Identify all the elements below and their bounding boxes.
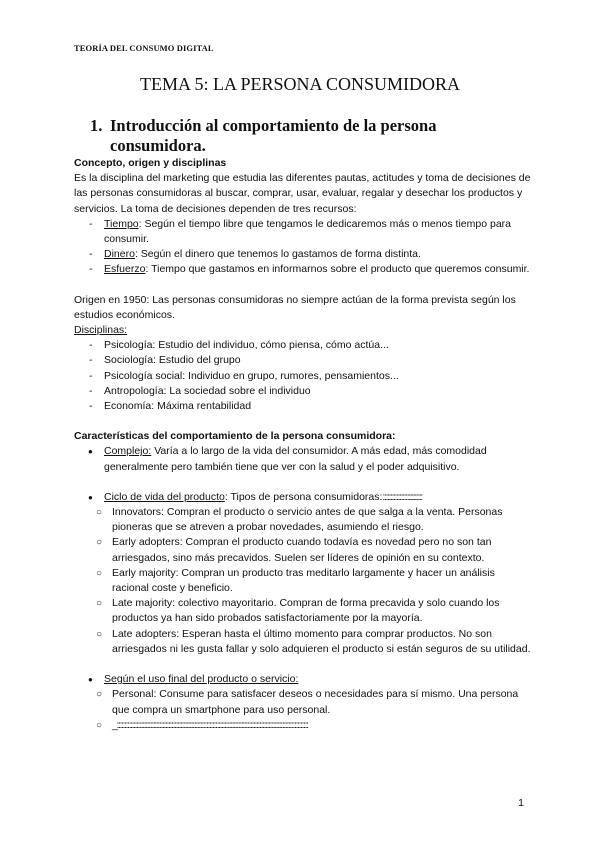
term: Dinero: [104, 248, 135, 261]
item-text: : Tipos de persona consumidoras:: [224, 490, 383, 503]
list-item: ○ Innovators: Compran el producto o servicio antes de que salga a la venta. Personas pioneras que se atreven a probar novedades, asumiendo el riesgo.: [96, 506, 503, 534]
list-item: ○ Early adopters: Compran el producto cuando todavía es novedad pero no son tan arriesgados, sino más precavidos. Suelen ser líderes de opinión en su contexto.: [96, 536, 492, 564]
characteristics-list: [74, 444, 534, 732]
term: Complejo:: [104, 445, 152, 458]
page-number: 1: [518, 797, 524, 809]
item-text: : Tiempo que gastamos en informarnos sobre el producto que queremos consumir.: [145, 263, 530, 276]
dots: ::::::::::::::::::::::::::: [382, 490, 422, 503]
section-number: 1.: [90, 116, 103, 135]
origin-paragraph: Origen en 1950: Las personas consumidoras no siempre actúan de la forma prevista según los estudios económicos.: [74, 293, 516, 321]
list-item: [74, 262, 534, 277]
term: Según el uso final del producto o servicio:: [104, 673, 299, 686]
list-item: [74, 490, 534, 657]
concept-heading: Concepto, origen y disciplinas: [74, 157, 227, 169]
disciplines-list: [74, 338, 534, 414]
list-item: ○ Late majority: colectivo mayoritario. Compran de forma precavida y solo cuando los productos ya han sido probados satisfactoriamente por la mayoría.: [96, 597, 500, 625]
list-item: [74, 217, 534, 247]
item-text: : Según el dinero que tenemos lo gastamos de forma distinta.: [134, 248, 421, 261]
bullet-icon: ●: [88, 675, 93, 685]
hollow-bullet-icon: ○: [96, 537, 103, 549]
document-header: TEORÍA DEL CONSUMO DIGITAL: [74, 43, 214, 53]
hollow-bullet-icon: ○: [96, 598, 103, 610]
list-item: ○ Late adopters: Esperan hasta el último momento para comprar productos. No son arriesgados ni les gusta fallar y solo adquieren el producto si están seguros de su utilidad.: [96, 627, 531, 655]
hollow-bullet-icon: ○: [96, 507, 103, 519]
item-text: : Según el tiempo libre que tengamos le dedicaremos más o menos tiempo para consumir.: [104, 217, 511, 246]
list-item: [74, 672, 534, 733]
document-body: [74, 156, 534, 733]
resources-list: [74, 217, 534, 278]
hollow-bullet-icon: ○: [96, 689, 103, 701]
list-item: [74, 247, 534, 262]
list-item: ○ Personal: Consume para satisfacer deseos o necesidades para sí mismo. Una persona que compra un smartphone para uso personal.: [96, 688, 519, 716]
sublist: [74, 505, 534, 657]
list-item: - Sociología: Estudio del grupo: [74, 353, 534, 368]
list-item: - Psicología social: Individuo en grupo, rumores, pensamientos...: [74, 369, 534, 384]
list-item: - Antropología: La sociedad sobre el individuo: [74, 384, 534, 399]
page-title: TEMA 5: LA PERSONA CONSUMIDORA: [139, 74, 461, 94]
term: Tiempo: [104, 217, 139, 230]
disciplines-label: Disciplinas:: [74, 324, 128, 337]
list-item: - Economía: Máxima rentabilidad: [74, 399, 534, 414]
term: Ciclo de vida del producto: [104, 490, 225, 503]
bullet-icon: ●: [88, 492, 93, 502]
hollow-bullet-icon: ○: [96, 567, 103, 579]
section-title: Introducción al comportamiento de la persona consumidora.: [110, 116, 437, 155]
list-item: [74, 718, 534, 733]
hollow-bullet-icon: ○: [96, 719, 103, 731]
intro-paragraph: Es la disciplina del marketing que estudia las diferentes pautas, actitudes y toma de decisiones de las personas consumidoras al buscar, comprar, usar, evaluar, regalar y desechar los productos y servicios. La toma de decisiones dependen de tres recursos:: [74, 172, 531, 215]
item-text: Varía a lo largo de la vida del consumidor. A más edad, más comodidad generalmente pero también tiene que ver con la salud y el poder adquisitivo.: [104, 445, 487, 473]
characteristics-heading: Características del comportamiento de la persona consumidora:: [74, 430, 396, 443]
list-item: [74, 444, 534, 474]
dots: _::::::::::::::::::::::::::::::::::::::::::::::::::::::::::::::::::::::::::::::::::::::::::::::::::::::::::::::::::::::::::::::: [112, 718, 308, 731]
term: Esfuerzo: [104, 263, 146, 276]
list-item: - Psicología: Estudio del individuo, cómo piensa, cómo actúa...: [74, 338, 534, 353]
sublist: [74, 687, 534, 733]
section-heading: [90, 116, 510, 156]
bullet-icon: ●: [88, 447, 93, 457]
hollow-bullet-icon: ○: [96, 628, 103, 640]
list-item: ○ Early majority: Compran un producto tras meditarlo largamente y hacer un análisis racional coste y beneficio.: [96, 566, 495, 595]
